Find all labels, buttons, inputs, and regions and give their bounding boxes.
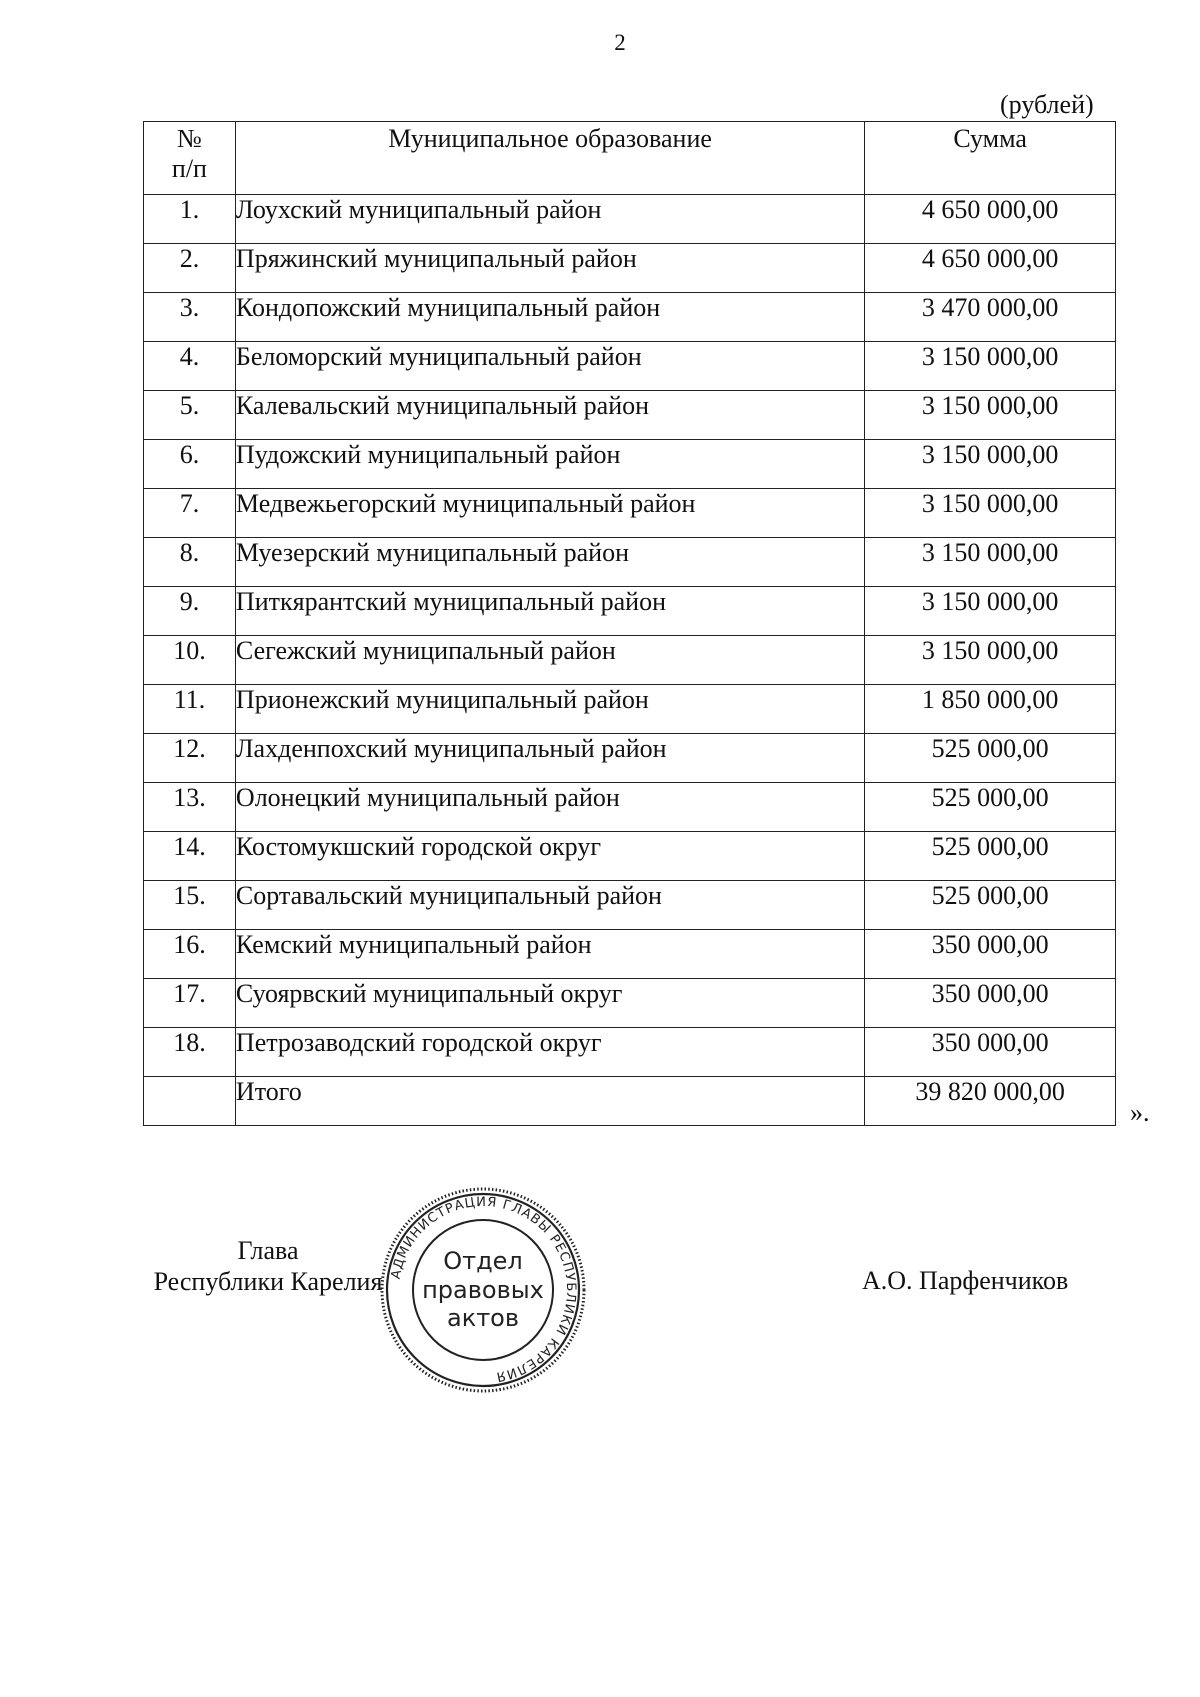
cell-municipality: Калевальский муниципальный район: [235, 391, 864, 440]
cell-sum: 39 820 000,00: [865, 1077, 1116, 1126]
stamp-line3: актов: [446, 1304, 520, 1332]
cell-sum: 4 650 000,00: [865, 195, 1116, 244]
cell-sum: 3 150 000,00: [865, 391, 1116, 440]
header-number-label: № п/п: [171, 124, 207, 183]
cell-number: 5.: [144, 391, 236, 440]
cell-number: 4.: [144, 342, 236, 391]
cell-municipality: Беломорский муниципальный район: [235, 342, 864, 391]
cell-sum: 1 850 000,00: [865, 685, 1116, 734]
cell-sum: 525 000,00: [865, 734, 1116, 783]
cell-municipality: Питкярантский муниципальный район: [235, 587, 864, 636]
units-note: (рублей): [1000, 90, 1094, 119]
stamp-line1: Отдел: [443, 1247, 523, 1275]
cell-sum: 350 000,00: [865, 979, 1116, 1028]
table-row: [144, 930, 1116, 979]
cell-sum: 4 650 000,00: [865, 244, 1116, 293]
signatory-title-line1: Глава: [237, 1236, 299, 1265]
table-row: [144, 636, 1116, 685]
cell-sum: 3 150 000,00: [865, 489, 1116, 538]
cell-sum: 525 000,00: [865, 832, 1116, 881]
legal-department-stamp: [378, 1185, 588, 1395]
header-municipality: [235, 122, 864, 195]
cell-number: 2.: [144, 244, 236, 293]
signatory-name: А.О. Парфенчиков: [862, 1266, 1069, 1295]
cell-municipality: Костомукшский городской округ: [235, 832, 864, 881]
cell-number: 8.: [144, 538, 236, 587]
allocation-table: [143, 121, 1116, 1126]
cell-number: 14.: [144, 832, 236, 881]
total-row: [144, 1077, 1116, 1126]
cell-number: 17.: [144, 979, 236, 1028]
cell-municipality: Пряжинский муниципальный район: [235, 244, 864, 293]
header-sum: [865, 122, 1116, 195]
table-row: [144, 489, 1116, 538]
stamp-line2: правовых: [422, 1276, 544, 1304]
cell-number: [144, 1077, 236, 1126]
cell-municipality: Сегежский муниципальный район: [235, 636, 864, 685]
cell-sum: 350 000,00: [865, 1028, 1116, 1077]
cell-number: 11.: [144, 685, 236, 734]
cell-municipality: Лоухский муниципальный район: [235, 195, 864, 244]
table-row: [144, 587, 1116, 636]
cell-number: 10.: [144, 636, 236, 685]
cell-municipality: Сортавальский муниципальный район: [235, 881, 864, 930]
table-row: [144, 832, 1116, 881]
table-header-row: [144, 122, 1116, 195]
cell-municipality: Муезерский муниципальный район: [235, 538, 864, 587]
table-body: [144, 195, 1116, 1126]
cell-sum: 525 000,00: [865, 783, 1116, 832]
cell-number: 6.: [144, 440, 236, 489]
cell-municipality: Лахденпохский муниципальный район: [235, 734, 864, 783]
table-row: [144, 342, 1116, 391]
cell-number: 13.: [144, 783, 236, 832]
cell-sum: 350 000,00: [865, 930, 1116, 979]
cell-number: 1.: [144, 195, 236, 244]
signatory-title-line2: Республики Карелия: [153, 1267, 383, 1296]
header-municipality-label: Муниципальное образование: [388, 124, 712, 153]
cell-sum: 3 470 000,00: [865, 293, 1116, 342]
cell-number: 15.: [144, 881, 236, 930]
cell-municipality: Кондопожский муниципальный район: [235, 293, 864, 342]
table-row: [144, 1028, 1116, 1077]
table-row: [144, 440, 1116, 489]
closing-quote-mark: ».: [1130, 1098, 1150, 1127]
table-row: [144, 538, 1116, 587]
cell-municipality: Петрозаводский городской округ: [235, 1028, 864, 1077]
cell-number: 9.: [144, 587, 236, 636]
table-row: [144, 391, 1116, 440]
table-row: [144, 685, 1116, 734]
cell-municipality: Пудожский муниципальный район: [235, 440, 864, 489]
table-row: [144, 881, 1116, 930]
table-row: [144, 195, 1116, 244]
cell-sum: 3 150 000,00: [865, 587, 1116, 636]
cell-number: 7.: [144, 489, 236, 538]
table-row: [144, 293, 1116, 342]
cell-municipality: Суоярвский муниципальный округ: [235, 979, 864, 1028]
cell-sum: 3 150 000,00: [865, 538, 1116, 587]
cell-sum: 525 000,00: [865, 881, 1116, 930]
cell-sum: 3 150 000,00: [865, 440, 1116, 489]
cell-number: 18.: [144, 1028, 236, 1077]
cell-sum: 3 150 000,00: [865, 342, 1116, 391]
table-row: [144, 244, 1116, 293]
signatory-title: [143, 1235, 393, 1297]
header-sum-label: Сумма: [953, 124, 1027, 153]
cell-number: 12.: [144, 734, 236, 783]
table-row: [144, 783, 1116, 832]
cell-municipality: Прионежский муниципальный район: [235, 685, 864, 734]
cell-municipality: Олонецкий муниципальный район: [235, 783, 864, 832]
table-row: [144, 734, 1116, 783]
cell-sum: 3 150 000,00: [865, 636, 1116, 685]
cell-municipality: Итого: [235, 1077, 864, 1126]
stamp-outer-text: АДМИНИСТРАЦИЯ ГЛАВЫ РЕСПУБЛИКИ КАРЕЛИЯ: [388, 1194, 579, 1385]
cell-number: 3.: [144, 293, 236, 342]
table-row: [144, 979, 1116, 1028]
cell-number: 16.: [144, 930, 236, 979]
page-number: 2: [614, 30, 626, 55]
header-number: [144, 122, 236, 195]
cell-municipality: Кемский муниципальный район: [235, 930, 864, 979]
cell-municipality: Медвежьегорский муниципальный район: [235, 489, 864, 538]
